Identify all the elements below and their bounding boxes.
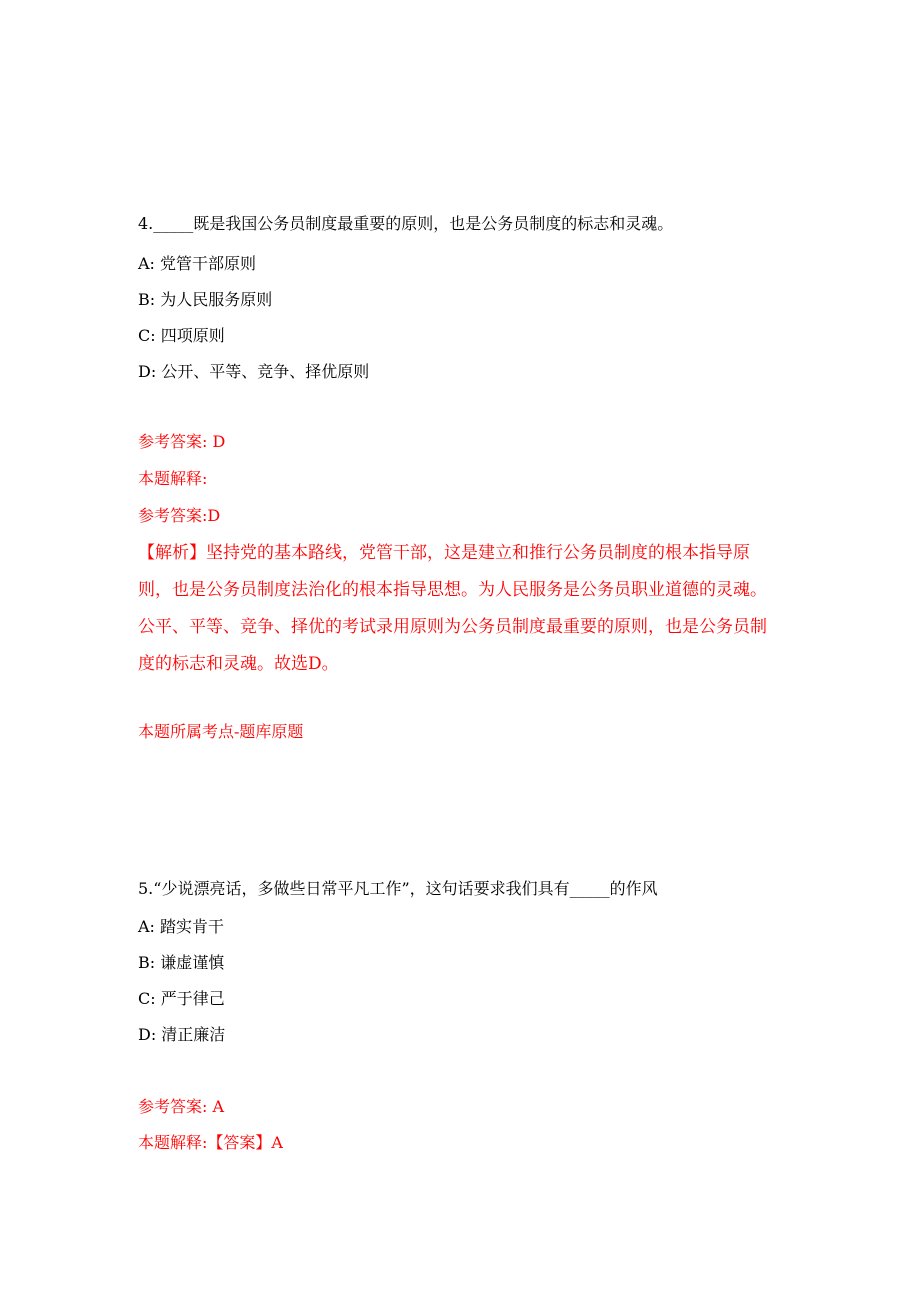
- q5-option-d: D: 清正廉洁: [138, 1025, 226, 1044]
- q5-answer: 参考答案: A: [138, 1097, 225, 1116]
- q4-answer-2: 参考答案:D: [138, 506, 221, 525]
- q5-option-a: A: 踏实肯干: [138, 917, 225, 936]
- q4-option-b: B: 为人民服务原则: [138, 290, 273, 309]
- q4-analysis: 【解析】坚持党的基本路线，党管干部，这是建立和推行公务员制度的根本指导原则，也是公务员制度法治化的根本指导思想。为人民服务是公务员职业道德的灵魂。公平、平等、竞争、择优的考试录用原则为公务员制度最重要的原则，也是公务员制度的标志和灵魂。故选D。: [138, 543, 767, 674]
- q4-explanation-label: 本题解释:: [138, 469, 208, 488]
- q4-topic: 本题所属考点-题库原题: [138, 722, 304, 741]
- q5-option-c: C: 严于律己: [138, 989, 225, 1008]
- q5-explanation: 本题解释:【答案】A: [138, 1133, 283, 1152]
- q4-option-d: D: 公开、平等、竞争、择优原则: [138, 362, 370, 381]
- q4-answer: 参考答案: D: [138, 432, 226, 451]
- q4-option-a: A: 党管干部原则: [138, 254, 257, 273]
- q4-option-c: C: 四项原则: [138, 326, 225, 345]
- q4-question: 4._____既是我国公务员制度最重要的原则，也是公务员制度的标志和灵魂。: [138, 214, 674, 233]
- q5-option-b: B: 谦虚谨慎: [138, 953, 225, 972]
- q5-question: 5.“少说漂亮话，多做些日常平凡工作”，这句话要求我们具有_____的作风: [138, 879, 658, 898]
